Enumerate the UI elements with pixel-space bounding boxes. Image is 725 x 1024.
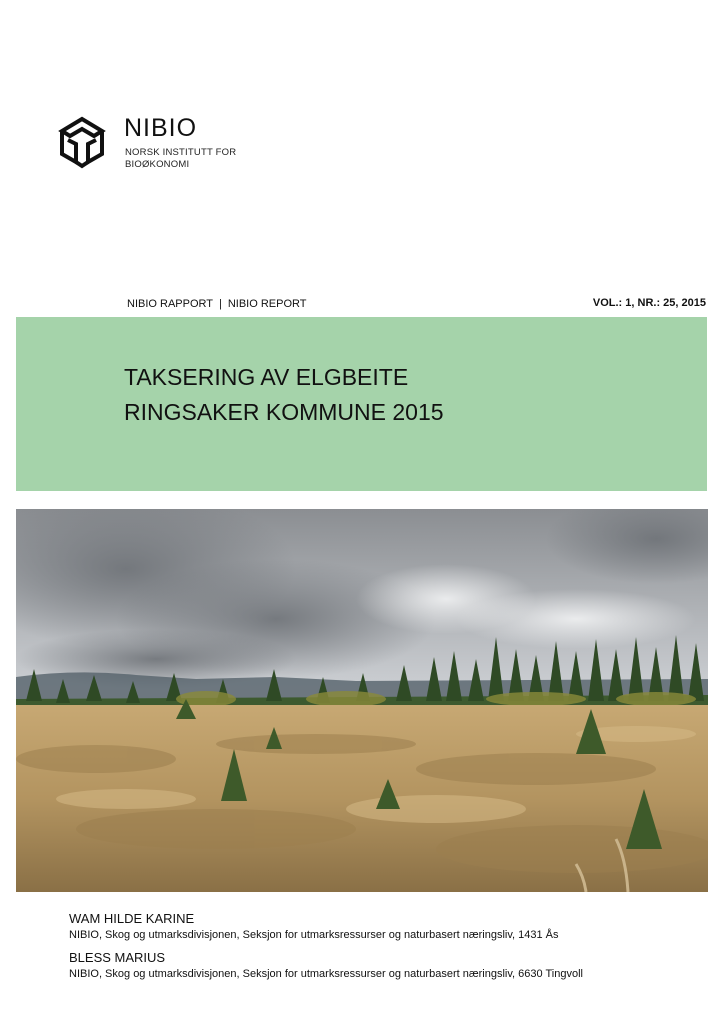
series-left: NIBIO RAPPORT bbox=[127, 298, 213, 310]
authors bbox=[69, 911, 709, 989]
logo-name: NIBIO bbox=[124, 114, 198, 142]
series-separator: | bbox=[218, 298, 222, 310]
landscape-photo-icon bbox=[16, 509, 708, 892]
report-title-line1: TAKSERING AV ELGBEITE bbox=[124, 364, 409, 390]
logo-subtitle-line2: BIOØKONOMI bbox=[125, 159, 190, 170]
title-band bbox=[16, 317, 707, 491]
logo-subtitle-line1: NORSK INSTITUTT FOR bbox=[125, 147, 237, 158]
series-right: NIBIO REPORT bbox=[227, 298, 307, 310]
report-series bbox=[127, 298, 307, 310]
cover-photo bbox=[16, 509, 708, 892]
nibio-logo bbox=[58, 116, 258, 176]
report-title-line2: RINGSAKER KOMMUNE 2015 bbox=[124, 399, 444, 425]
nibio-logo-icon bbox=[58, 116, 106, 170]
author-name: BLESS MARIUS bbox=[69, 950, 166, 965]
author-name: WAM HILDE KARINE bbox=[69, 911, 195, 926]
author-affiliation: NIBIO, Skog og utmarksdivisjonen, Seksjon for utmarksressurser og naturbasert næringsliv, 6630 Tingvoll bbox=[69, 968, 583, 980]
volume-number: VOL.: 1, NR.: 25, 2015 bbox=[592, 297, 706, 309]
logo-subtitle bbox=[125, 147, 236, 171]
author-affiliation: NIBIO, Skog og utmarksdivisjonen, Seksjon for utmarksressurser og naturbasert næringsliv, 1431 Ås bbox=[69, 929, 559, 941]
